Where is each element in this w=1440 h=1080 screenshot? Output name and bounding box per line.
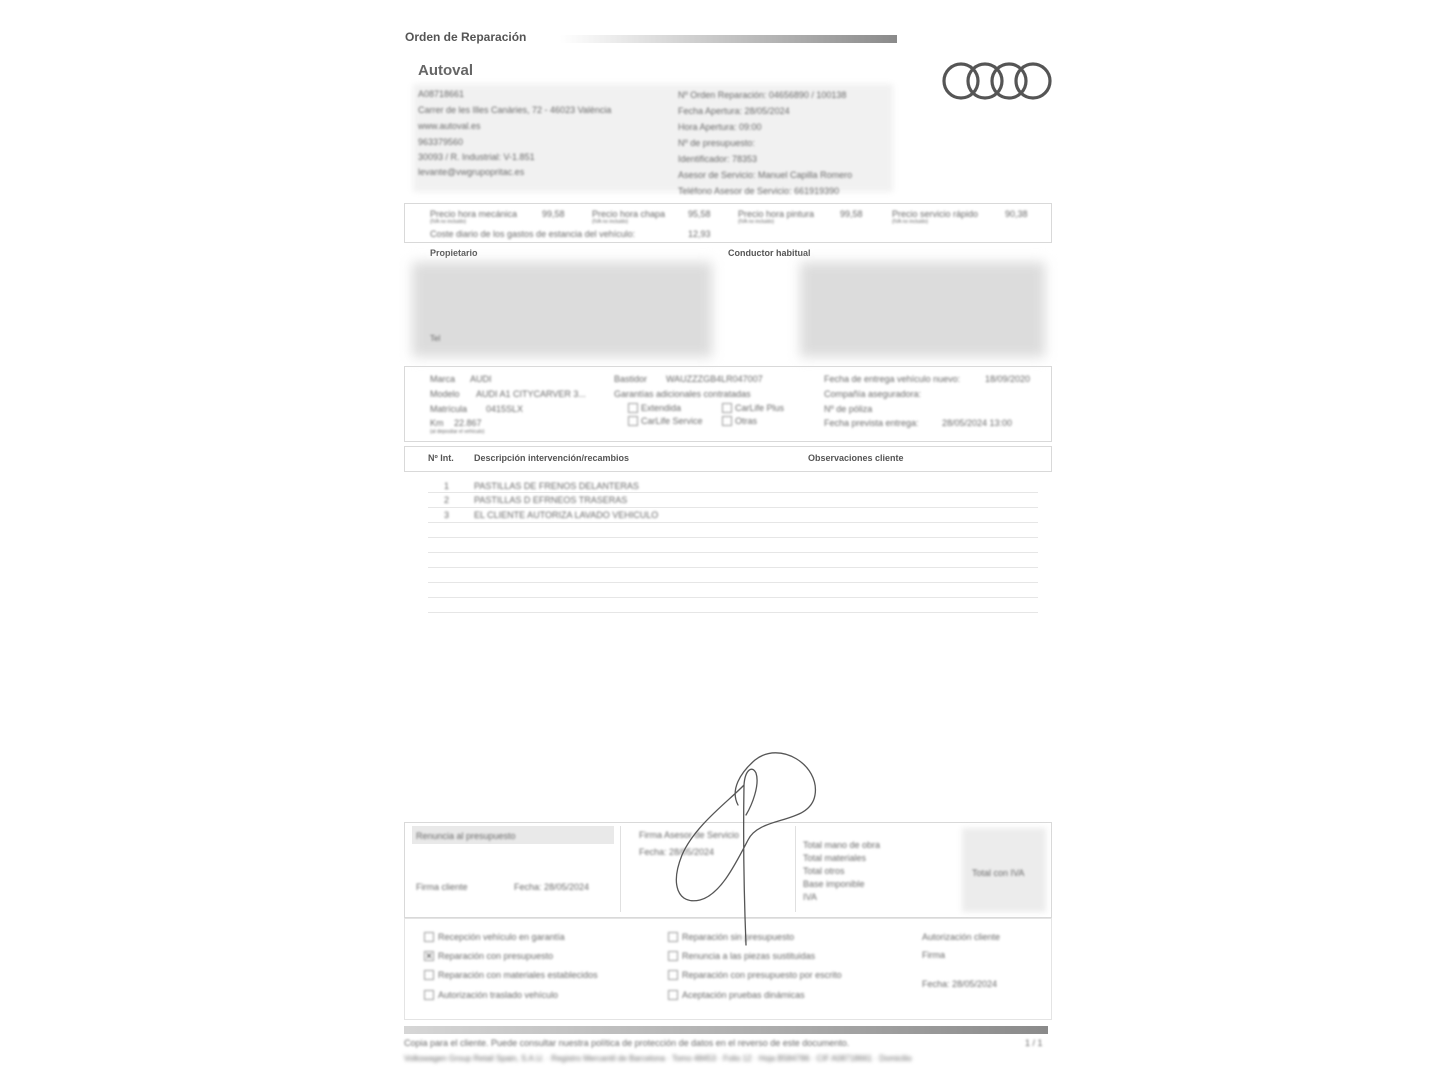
footer-band (404, 1026, 1048, 1034)
iva-note: (IVA no incluido) (892, 219, 929, 225)
col-obs-header: Observaciones cliente (808, 453, 904, 463)
prevista-label: Fecha prevista entrega: (824, 418, 919, 428)
owner-tel-label: Tel (430, 334, 441, 343)
pruebas-checkbox[interactable] (668, 990, 678, 1000)
auth-right-fecha: Fecha: 28/05/2024 (922, 979, 998, 989)
presupuesto-escrito-checkbox[interactable] (668, 970, 678, 980)
col-num-header: Nº Int. (428, 453, 454, 463)
poliza-label: Nº de póliza (824, 404, 873, 414)
header-band (560, 35, 897, 43)
dealer-line: Carrer de les Illes Canàries, 72 - 46023 València (418, 105, 612, 115)
ruled-line (428, 492, 1038, 493)
rate-value: 90,38 (1005, 209, 1028, 219)
total-line: Total mano de obra (803, 840, 881, 850)
rate-label: Precio hora chapa (592, 209, 666, 219)
iva-note: (IVA no incluido) (592, 219, 629, 225)
divider (620, 826, 621, 912)
rate-label: Precio hora mecánica (430, 209, 518, 219)
total-line: Total otros (803, 866, 845, 876)
order-line: Identificador: 78353 (678, 154, 758, 164)
copy-note: Copia para el cliente. Puede consultar nuestra política de protección de datos en el reverso de este documento. (404, 1038, 850, 1048)
garantias-label: Garantías adicionales contratadas (614, 389, 751, 399)
otras-checkbox[interactable] (722, 416, 732, 426)
order-line: Teléfono Asesor de Servicio: 661919390 (678, 186, 840, 196)
carlife-service-label: CarLife Service (641, 416, 703, 426)
four-rings-logo (940, 60, 1054, 102)
matricula-label: Matrícula (430, 404, 468, 414)
ruled-line (428, 537, 1038, 538)
order-line: Fecha Apertura: 28/05/2024 (678, 106, 790, 116)
matricula-value: 0415SLX (486, 404, 524, 414)
ruled-line (428, 522, 1038, 523)
estancia-label: Coste diario de los gastos de estancia del vehículo: (430, 229, 636, 239)
row-desc: EL CLIENTE AUTORIZA LAVADO VEHICULO (474, 510, 659, 520)
firma-cliente-label: Firma cliente (416, 882, 468, 892)
garantia-checkbox[interactable] (424, 932, 434, 942)
extendida-label: Extendida (641, 403, 682, 413)
owner-label: Propietario (430, 248, 478, 258)
traslado-checkbox[interactable] (424, 990, 434, 1000)
renuncia-label: Renuncia al presupuesto (416, 831, 516, 841)
driver-redacted (800, 262, 1045, 357)
order-line: Asesor de Servicio: Manuel Capilla Romero (678, 170, 853, 180)
fecha-cliente: Fecha: 28/05/2024 (514, 882, 590, 892)
legal-text: Volkswagen Group Retail Spain, S.A.U. · Registro Mercantil de Barcelona · Tomo 48453 · Folio 12 · Hoja B584786 · CIF A08718661 · Domicilio (404, 1054, 912, 1063)
auth-mid-label: Aceptación pruebas dinámicas (682, 990, 805, 1000)
total-iva-label: Total con IVA (972, 868, 1025, 878)
handwritten-signature (660, 745, 830, 955)
page-number: 1 / 1 (1025, 1038, 1043, 1048)
auth-right-firma: Firma (922, 950, 945, 960)
estancia-value: 12,93 (688, 229, 711, 239)
rate-label: Precio servicio rápido (892, 209, 979, 219)
total-line: Total materiales (803, 853, 867, 863)
iva-note: (IVA no incluido) (430, 219, 467, 225)
owner-redacted (412, 262, 712, 357)
bastidor-value: WAUZZZGB4LR047007 (666, 374, 763, 384)
dealer-line: levante@vwgrupopritac.es (418, 167, 525, 177)
aseguradora-label: Compañía aseguradora: (824, 389, 922, 399)
auth-left-label: Recepción vehículo en garantía (438, 932, 565, 942)
dealer-line: www.autoval.es (418, 121, 481, 131)
order-line: Nº Orden Reparación: 04656890 / 100138 (678, 90, 847, 100)
iva-note: (IVA no incluido) (738, 219, 775, 225)
order-line: Hora Apertura: 09:00 (678, 122, 762, 132)
extendida-checkbox[interactable] (628, 403, 638, 413)
fecha-asesor: Fecha: 28/05/2024 (639, 847, 715, 857)
marca-value: AUDI (470, 374, 492, 384)
document-title: Orden de Reparación (405, 30, 527, 44)
km-note: (al depositar el vehículo) (430, 429, 485, 435)
auth-mid-label: Reparación con presupuesto por escrito (682, 970, 842, 980)
auth-right-title: Autorización cliente (922, 932, 1001, 942)
dealer-line: A08718661 (418, 89, 465, 99)
fecha-entrega-value: 18/09/2020 (985, 374, 1031, 384)
order-line: Nº de presupuesto: (678, 138, 755, 148)
row-num: 1 (444, 481, 450, 491)
fecha-entrega-label: Fecha de entrega vehículo nuevo: (824, 374, 961, 384)
dealer-line: 30093 / R. Industrial: V-1.851 (418, 152, 535, 162)
row-desc: PASTILLAS DE FRENOS DELANTERAS (474, 481, 639, 491)
presupuesto-checkbox-checked[interactable]: ✕ (425, 951, 433, 961)
driver-label: Conductor habitual (728, 248, 811, 258)
materiales-checkbox[interactable] (424, 970, 434, 980)
km-label: Km (430, 418, 444, 428)
rate-label: Precio hora pintura (738, 209, 815, 219)
rate-value: 99,58 (542, 209, 565, 219)
modelo-value: AUDI A1 CITYCARVER 3... (476, 389, 586, 399)
bastidor-label: Bastidor (614, 374, 648, 384)
prevista-value: 28/05/2024 13:00 (942, 418, 1013, 428)
col-desc-header: Descripción intervención/recambios (474, 453, 630, 463)
dealer-line: 963379560 (418, 137, 464, 147)
row-desc: PASTILLAS D EFRNEOS TRASERAS (474, 495, 628, 505)
carlife-service-checkbox[interactable] (628, 416, 638, 426)
ruled-line (428, 582, 1038, 583)
ruled-line (428, 612, 1038, 613)
ruled-line (428, 507, 1038, 508)
total-line: IVA (803, 892, 817, 902)
auth-left-label: Autorización traslado vehículo (438, 990, 559, 1000)
total-line: Base imponible (803, 879, 865, 889)
auth-mid-label: Renuncia a las piezas sustituidas (682, 951, 816, 961)
ruled-line (428, 567, 1038, 568)
otras-label: Otras (735, 416, 758, 426)
km-value: 22.867 (454, 418, 482, 428)
row-num: 3 (444, 510, 450, 520)
carlife-plus-checkbox[interactable] (722, 403, 732, 413)
auth-left-label: Reparación con presupuesto (438, 951, 554, 961)
rate-value: 99,58 (840, 209, 863, 219)
firma-asesor-label: Firma Asesor de Servicio (639, 830, 740, 840)
auth-left-label: Reparación con materiales establecidos (438, 970, 598, 980)
modelo-label: Modelo (430, 389, 460, 399)
marca-label: Marca (430, 374, 456, 384)
carlife-plus-label: CarLife Plus (735, 403, 785, 413)
row-num: 2 (444, 495, 450, 505)
ruled-line (428, 552, 1038, 553)
ruled-line (428, 597, 1038, 598)
rate-value: 95,58 (688, 209, 711, 219)
dealer-name: Autoval (418, 62, 474, 79)
auth-mid-label: Reparación sin presupuesto (682, 932, 795, 942)
